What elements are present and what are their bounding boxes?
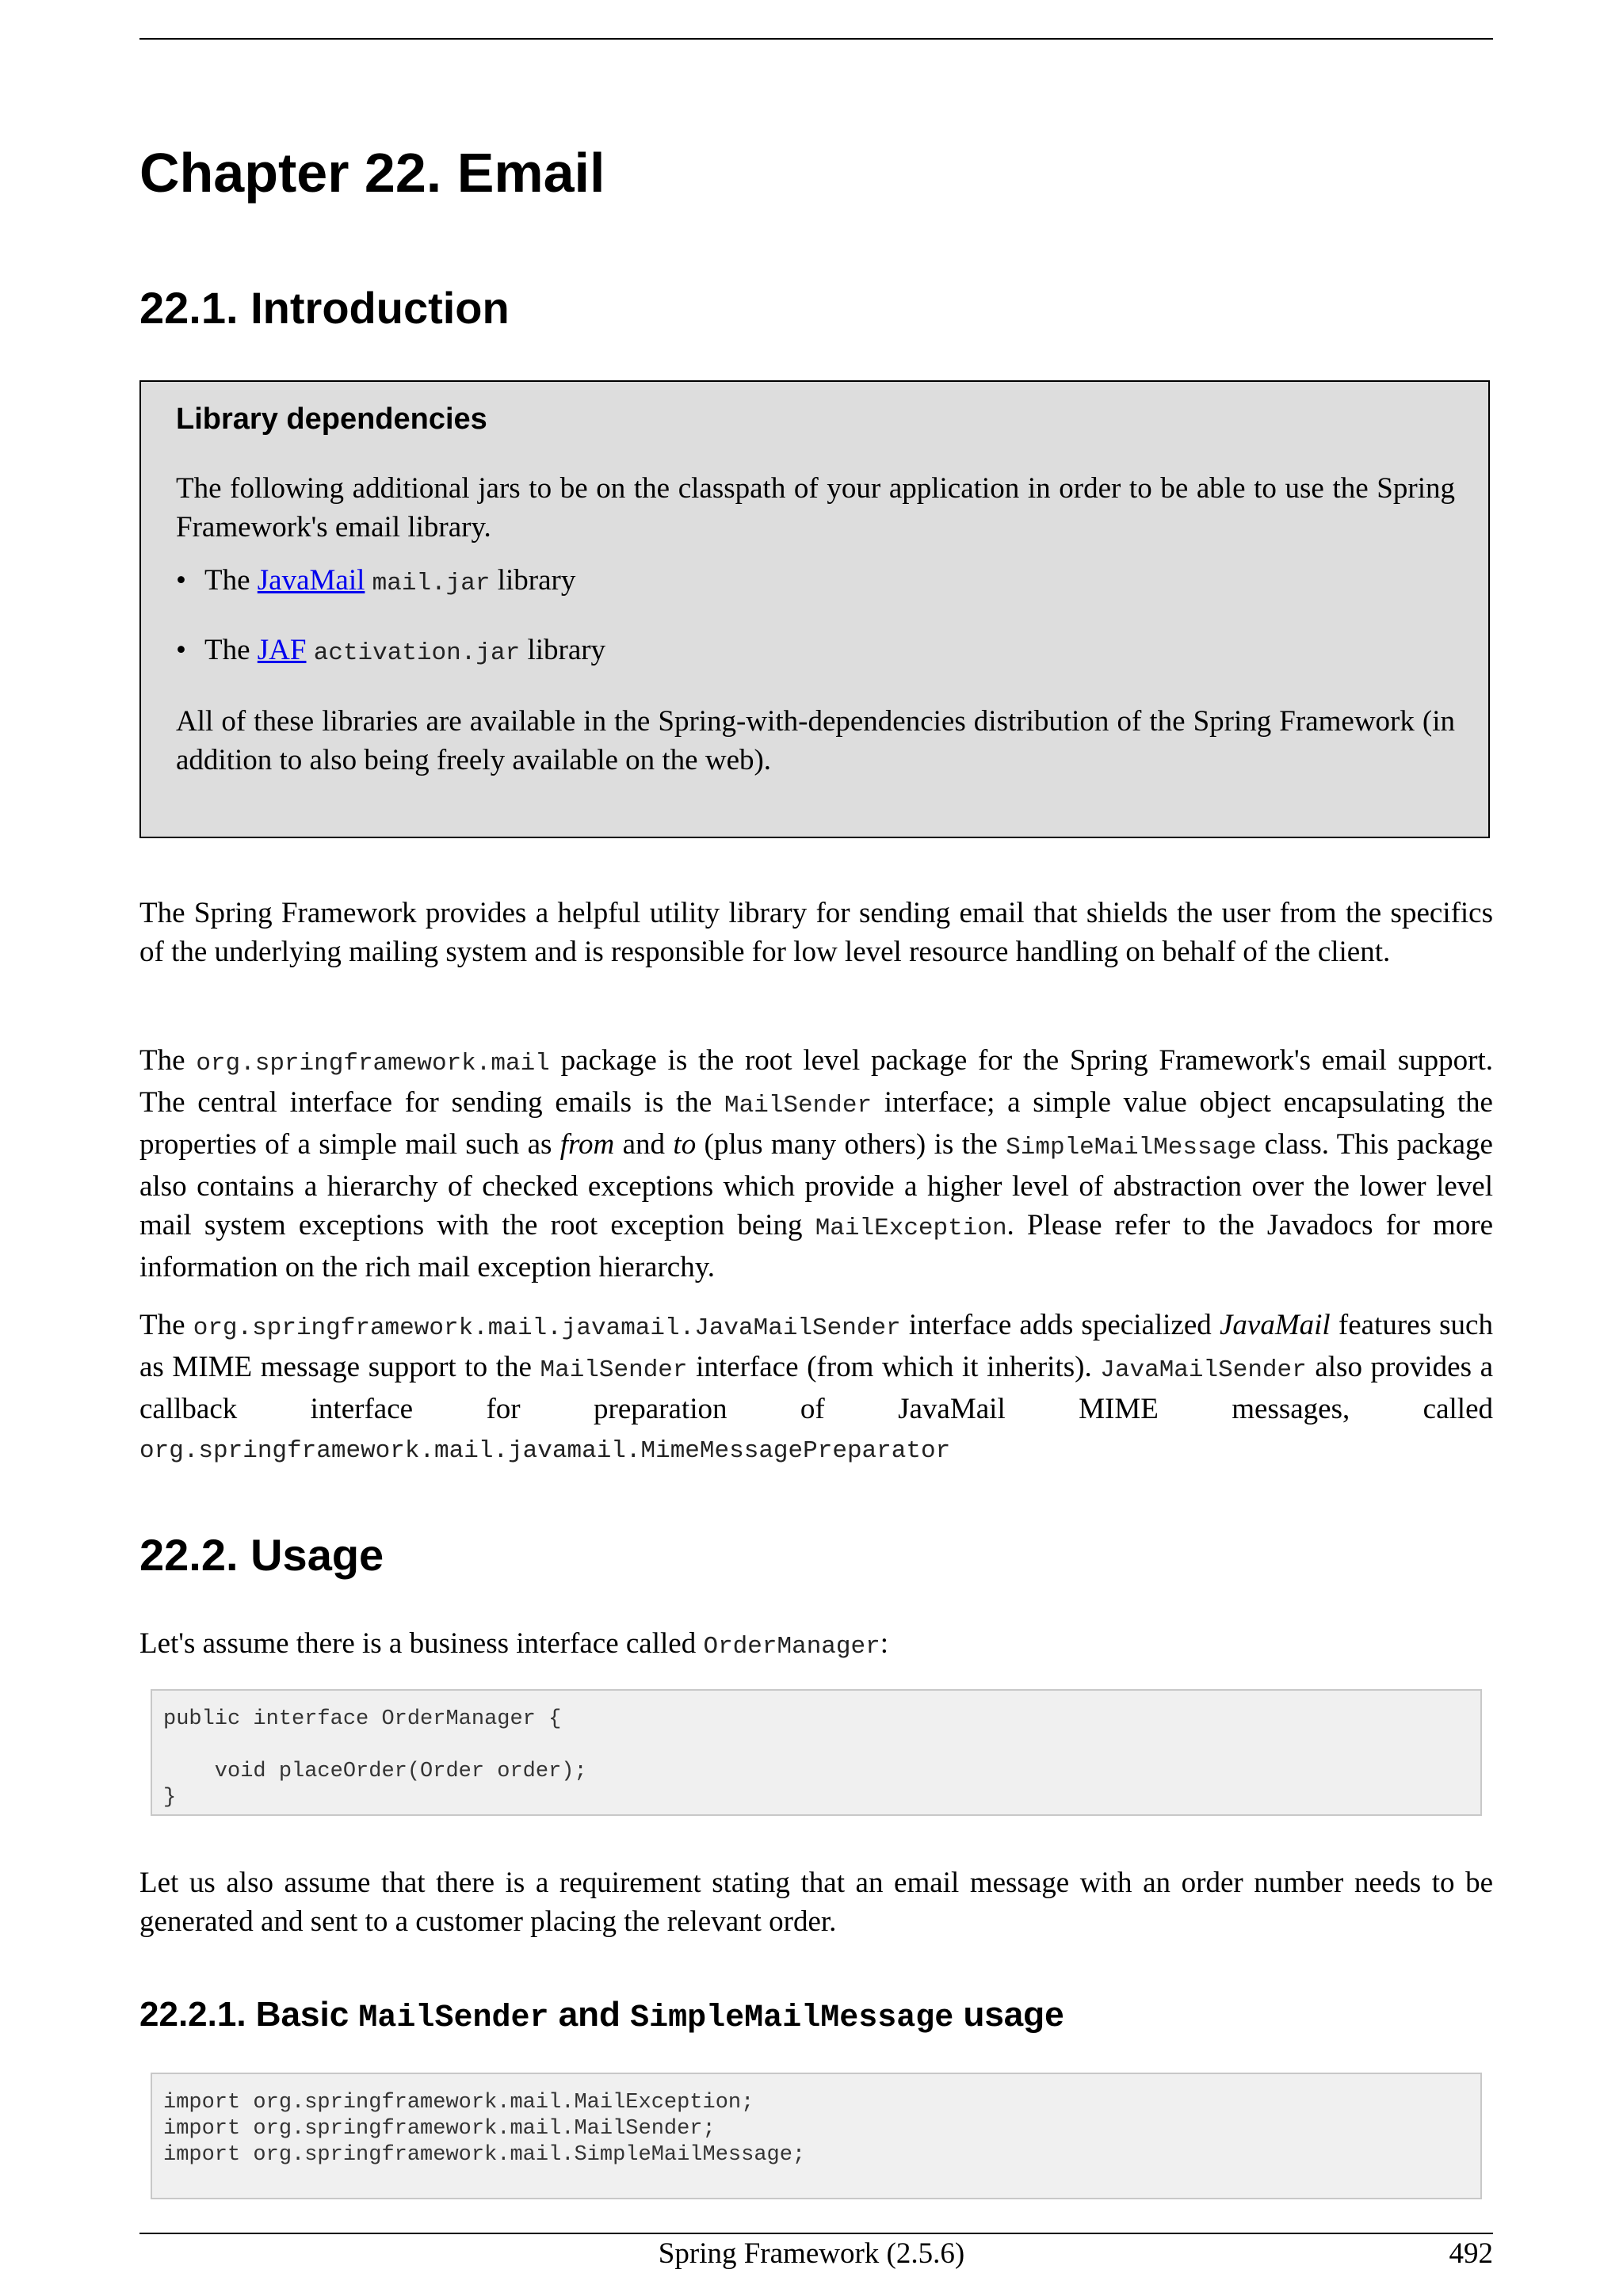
chapter-title: Chapter 22. Email (139, 142, 605, 204)
code-block-imports (151, 2073, 1482, 2199)
intro-paragraph-1: The Spring Framework provides a helpful utility library for sending email that shields the user from the specifics of the underlying mailing system and is responsible for low level resource handling on behalf of the client. (139, 897, 1493, 968)
footer-title: Spring Framework (2.5.6) (658, 2237, 965, 2270)
page-number: 492 (1449, 2237, 1493, 2270)
note-list-item: • The JAF activation.jar library (176, 631, 605, 673)
code-text: public interface OrderManager { void placeOrder(Order order); } (163, 1707, 587, 1810)
note-outro: All of these libraries are available in the Spring-with-dependencies distribution of the Spring Framework (in addition to also being freely available on the web). (176, 705, 1455, 776)
usage-paragraph-1: Let's assume there is a business interface called OrderManager: (139, 1627, 888, 1661)
bullet: • (176, 634, 186, 666)
note-title: Library dependencies (176, 402, 487, 436)
bullet: • (176, 564, 186, 597)
section-title-introduction: 22.1. Introduction (139, 283, 510, 333)
library-dependencies-note (139, 380, 1490, 838)
header-rule (139, 38, 1493, 40)
intro-paragraph-2: The org.springframework.mail package is the root level package for the Spring Framework's email support. The central interface for sending emails is the MailSender interface; a simple value object encapsulating the properties of a simple mail such as from and to (plus many others) is the SimpleMailMessage class. This package also contains a hierarchy of checked exceptions which provide a higher level of abstraction over the lower level mail system exceptions with the root exception being MailException. Please refer to the Javadocs for more information on the rich mail exception hierarchy. (139, 1044, 1493, 1283)
javamail-link[interactable]: JavaMail (257, 564, 365, 597)
section-title-usage: 22.2. Usage (139, 1530, 384, 1580)
usage-paragraph-2: Let us also assume that there is a requirement stating that an email message with an order number needs to be generated and sent to a customer placing the relevant order. (139, 1867, 1493, 1938)
jaf-link[interactable]: JAF (257, 634, 307, 666)
inline-code: mail.jar (372, 570, 491, 597)
note-intro: The following additional jars to be on the classpath of your application in order to be able to use the Spring Framework's email library. (176, 472, 1455, 543)
note-list-item: • The JavaMail mail.jar library (176, 561, 575, 603)
subsection-title-basic-usage: 22.2.1. Basic MailSender and SimpleMailMessage usage (139, 1995, 1064, 2036)
code-text: import org.springframework.mail.MailException; import org.springframework.mail.MailSender; import org.springframework.mail.SimpleMailMessage; (163, 2091, 806, 2167)
intro-paragraph-3: The org.springframework.mail.javamail.JavaMailSender interface adds specialized JavaMail features such as MIME message support to the MailSender interface (from which it inherits). JavaMailSender also provides a callback interface for preparation of JavaMail MIME messages, called org.springframework.mail.javamail.MimeMessagePreparator (139, 1309, 1493, 1465)
code-block-order-manager (151, 1689, 1482, 1816)
inline-code: activation.jar (313, 639, 521, 667)
